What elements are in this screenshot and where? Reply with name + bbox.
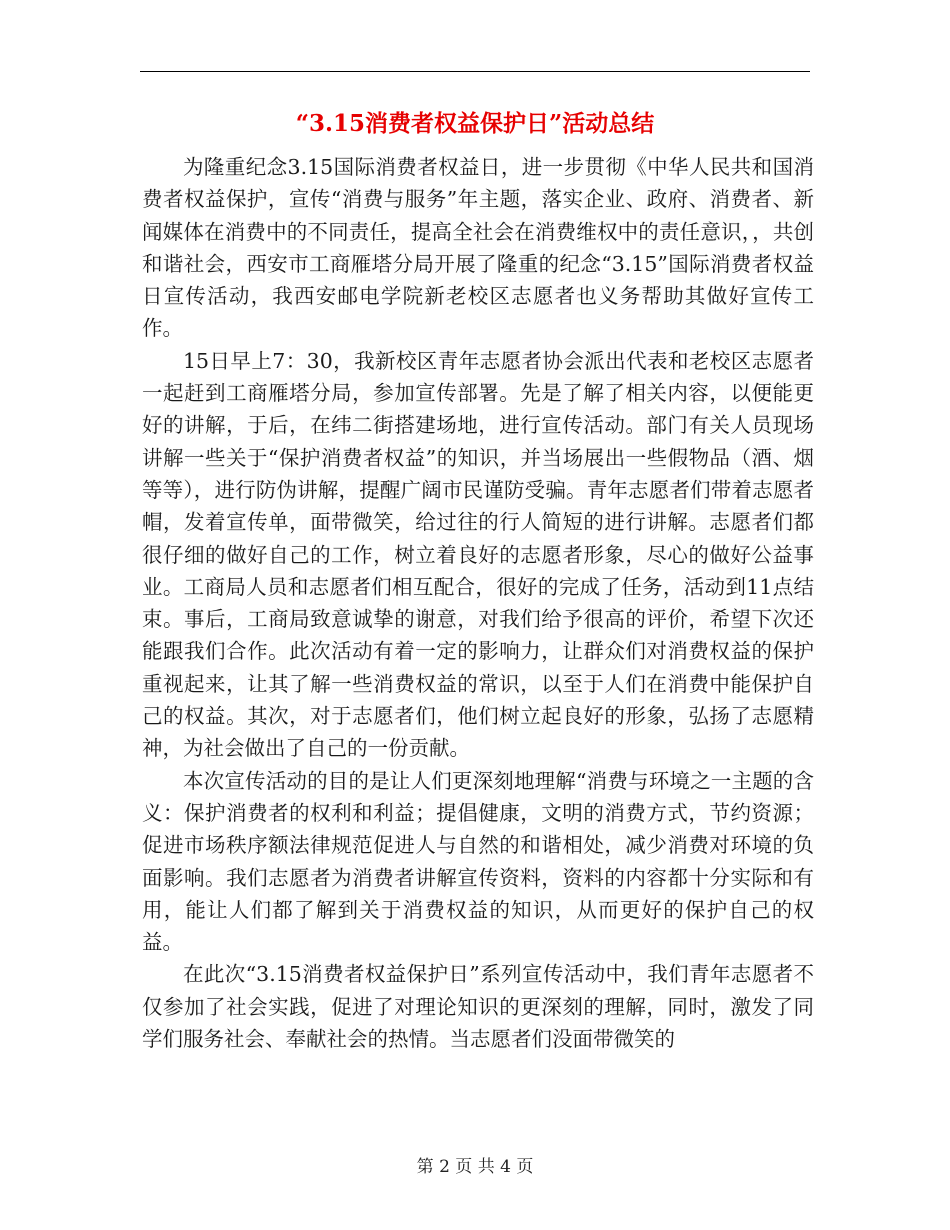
paragraph-4: 在此次“3.15消费者权益保护日”系列宣传活动中，我们青年志愿者不仅参加了社会实践，促进了对理论知识的更深刻的理解，同时，激发了同学们服务社会、奉献社会的热情。当志愿者们没面带微笑的	[142, 962, 814, 1052]
header-rule	[140, 71, 810, 72]
document-title: “3.15消费者权益保护日”活动总结	[295, 110, 655, 137]
page-number: 第 2 页 共 4 页	[416, 1157, 534, 1177]
paragraph-3: 本次宣传活动的目的是让人们更深刻地理解“消费与环境之一主题的含义：保护消费者的权利和利益；提倡健康，文明的消费方式，节约资源；促进市场秩序额法律规范促进人与自然的和谐相处，减少消费对环境的负面影响。我们志愿者为消费者讲解宣传资料，资料的内容都十分实际和有用，能让人们都了解到关于消费权益的知识，从而更好的保护自己的权益。	[142, 768, 814, 955]
paragraph-2: 15日早上7：30，我新校区青年志愿者协会派出代表和老校区志愿者一起赶到工商雁塔分局，参加宣传部署。先是了解了相关内容，以便能更好的讲解，于后，在纬二街搭建场地，进行宣传活动。部门有关人员现场讲解一些关于“保护消费者权益”的知识，并当场展出一些假物品（酒、烟等等），进行防伪讲解，提醒广阔市民谨防受骗。青年志愿者们带着志愿者帽，发着宣传单，面带微笑，给过往的行人简短的进行讲解。志愿者们都很仔细的做好自己的工作，树立着良好的志愿者形象，尽心的做好公益事业。工商局人员和志愿者们相互配合，很好的完成了任务，活动到11点结束。事后，工商局致意诚挚的谢意，对我们给予很高的评价，希望下次还能跟我们合作。此次活动有着一定的影响力，让群众们对消费权益的保护重视起来，让其了解一些消费权益的常识，以至于人们在消费中能保护自己的权益。其次，对于志愿者们，他们树立起良好的形象，弘扬了志愿精神，为社会做出了自己的一份贡献。	[142, 348, 814, 761]
paragraph-1: 为隆重纪念3.15国际消费者权益日，进一步贯彻《中华人民共和国消费者权益保护，宣传“消费与服务”年主题，落实企业、政府、消费者、新闻媒体在消费中的不同责任，提高全社会在消费维权中的责任意识，，共创和谐社会，西安市工商雁塔分局开展了隆重的纪念“3.15”国际消费者权益日宣传活动，我西安邮电学院新老校区志愿者也义务帮助其做好宣传工作。	[142, 155, 814, 341]
document-body	[142, 151, 814, 1055]
